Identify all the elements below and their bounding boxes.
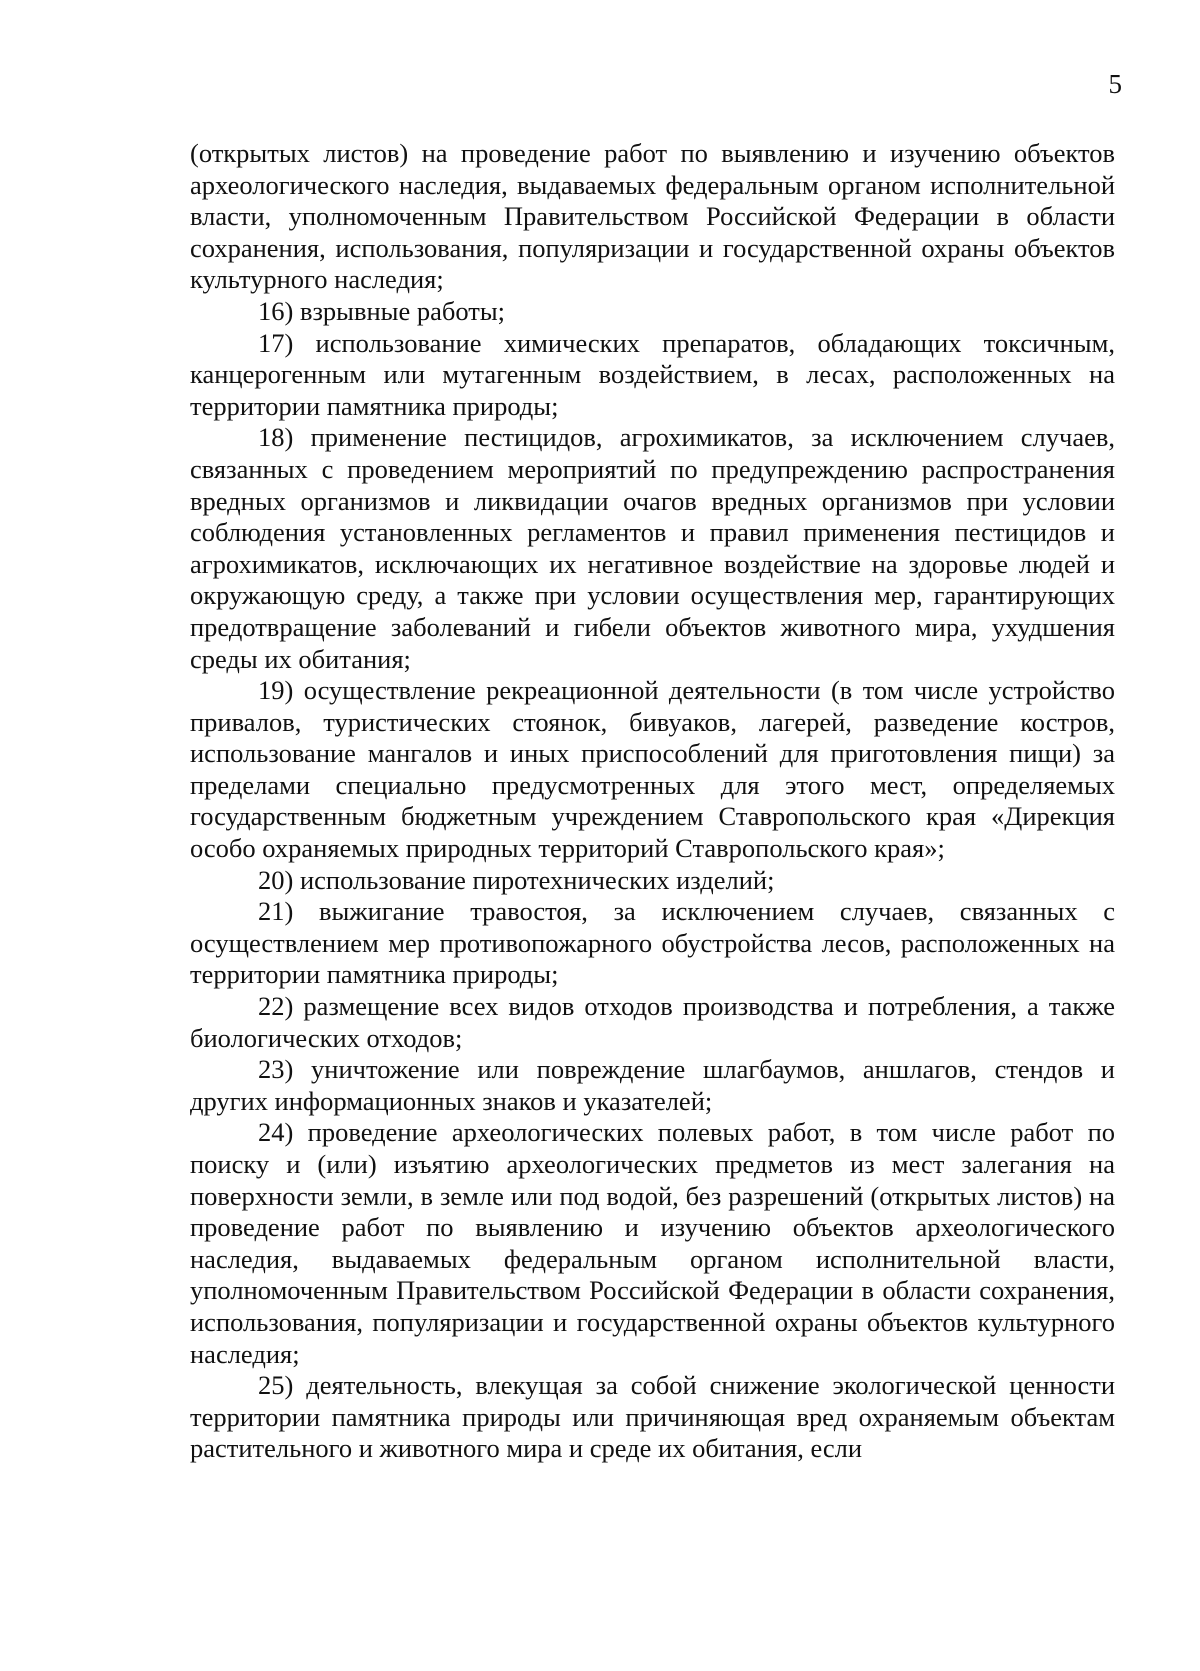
document-body [190,138,1115,1465]
page-number: 5 [1108,69,1122,99]
list-item-23: 23) уничтожение или повреждение шлагбаумов, аншлагов, стендов и других информационных знаков и указателей; [190,1054,1115,1116]
list-item-21: 21) выжигание травостоя, за исключением случаев, связанных с осуществлением мер противопожарного обустройства лесов, расположенных на территории памятника природы; [190,896,1115,990]
paragraph-continuation: (открытых листов) на проведение работ по выявлению и изучению объектов археологического наследия, выдаваемых федеральным органом исполнительной власти, уполномоченным Правительством Российской Федерации в области сохранения, использования, популяризации и государственной охраны объектов культурного наследия; [190,138,1115,295]
list-item-16: 16) взрывные работы; [258,295,506,326]
list-item-22: 22) размещение всех видов отходов производства и потребления, а также биологических отходов; [190,991,1115,1053]
list-item-18: 18) применение пестицидов, агрохимикатов, за исключением случаев, связанных с проведением мероприятий по предупреждению распространения вредных организмов и ликвидации очагов вредных организмов при условии соблюдения установленных регламентов и правил применения пестицидов и агрохимикатов, исключающих их негативное воздействие на здоровье людей и окружающую среду, а также при условии осуществления мер, гарантирующих предотвращение заболеваний и гибели объектов животного мира, ухудшения среды их обитания; [190,422,1115,674]
list-item-25: 25) деятельность, влекущая за собой снижение экологической ценности территории памятника природы или причиняющая вред охраняемым объектам растительного и животного мира и среде их обитания, если [190,1370,1115,1464]
list-item-24: 24) проведение археологических полевых работ, в том числе работ по поиску и (или) изъятию археологических предметов из мест залегания на поверхности земли, в земле или под водой, без разрешений (открытых листов) на проведение работ по выявлению и изучению объектов археологического наследия, выдаваемых федеральным органом исполнительной власти, уполномоченным Правительством Российской Федерации в области сохранения, использования, популяризации и государственной охраны объектов культурного наследия; [190,1117,1115,1369]
list-item-20: 20) использование пиротехнических изделий; [258,864,775,895]
list-item-19: 19) осуществление рекреационной деятельности (в том числе устройство привалов, туристических стоянок, бивуаков, лагерей, разведение костров, использование мангалов и иных приспособлений для приготовления пищи) за пределами специально предусмотренных для этого мест, определяемых государственным бюджетным учреждением Ставропольского края «Дирекция особо охраняемых природных территорий Ставропольского края»; [190,675,1115,864]
list-item-17: 17) использование химических препаратов, обладающих токсичным, канцерогенным или мутагенным воздействием, в лесах, расположенных на территории памятника природы; [190,327,1115,421]
